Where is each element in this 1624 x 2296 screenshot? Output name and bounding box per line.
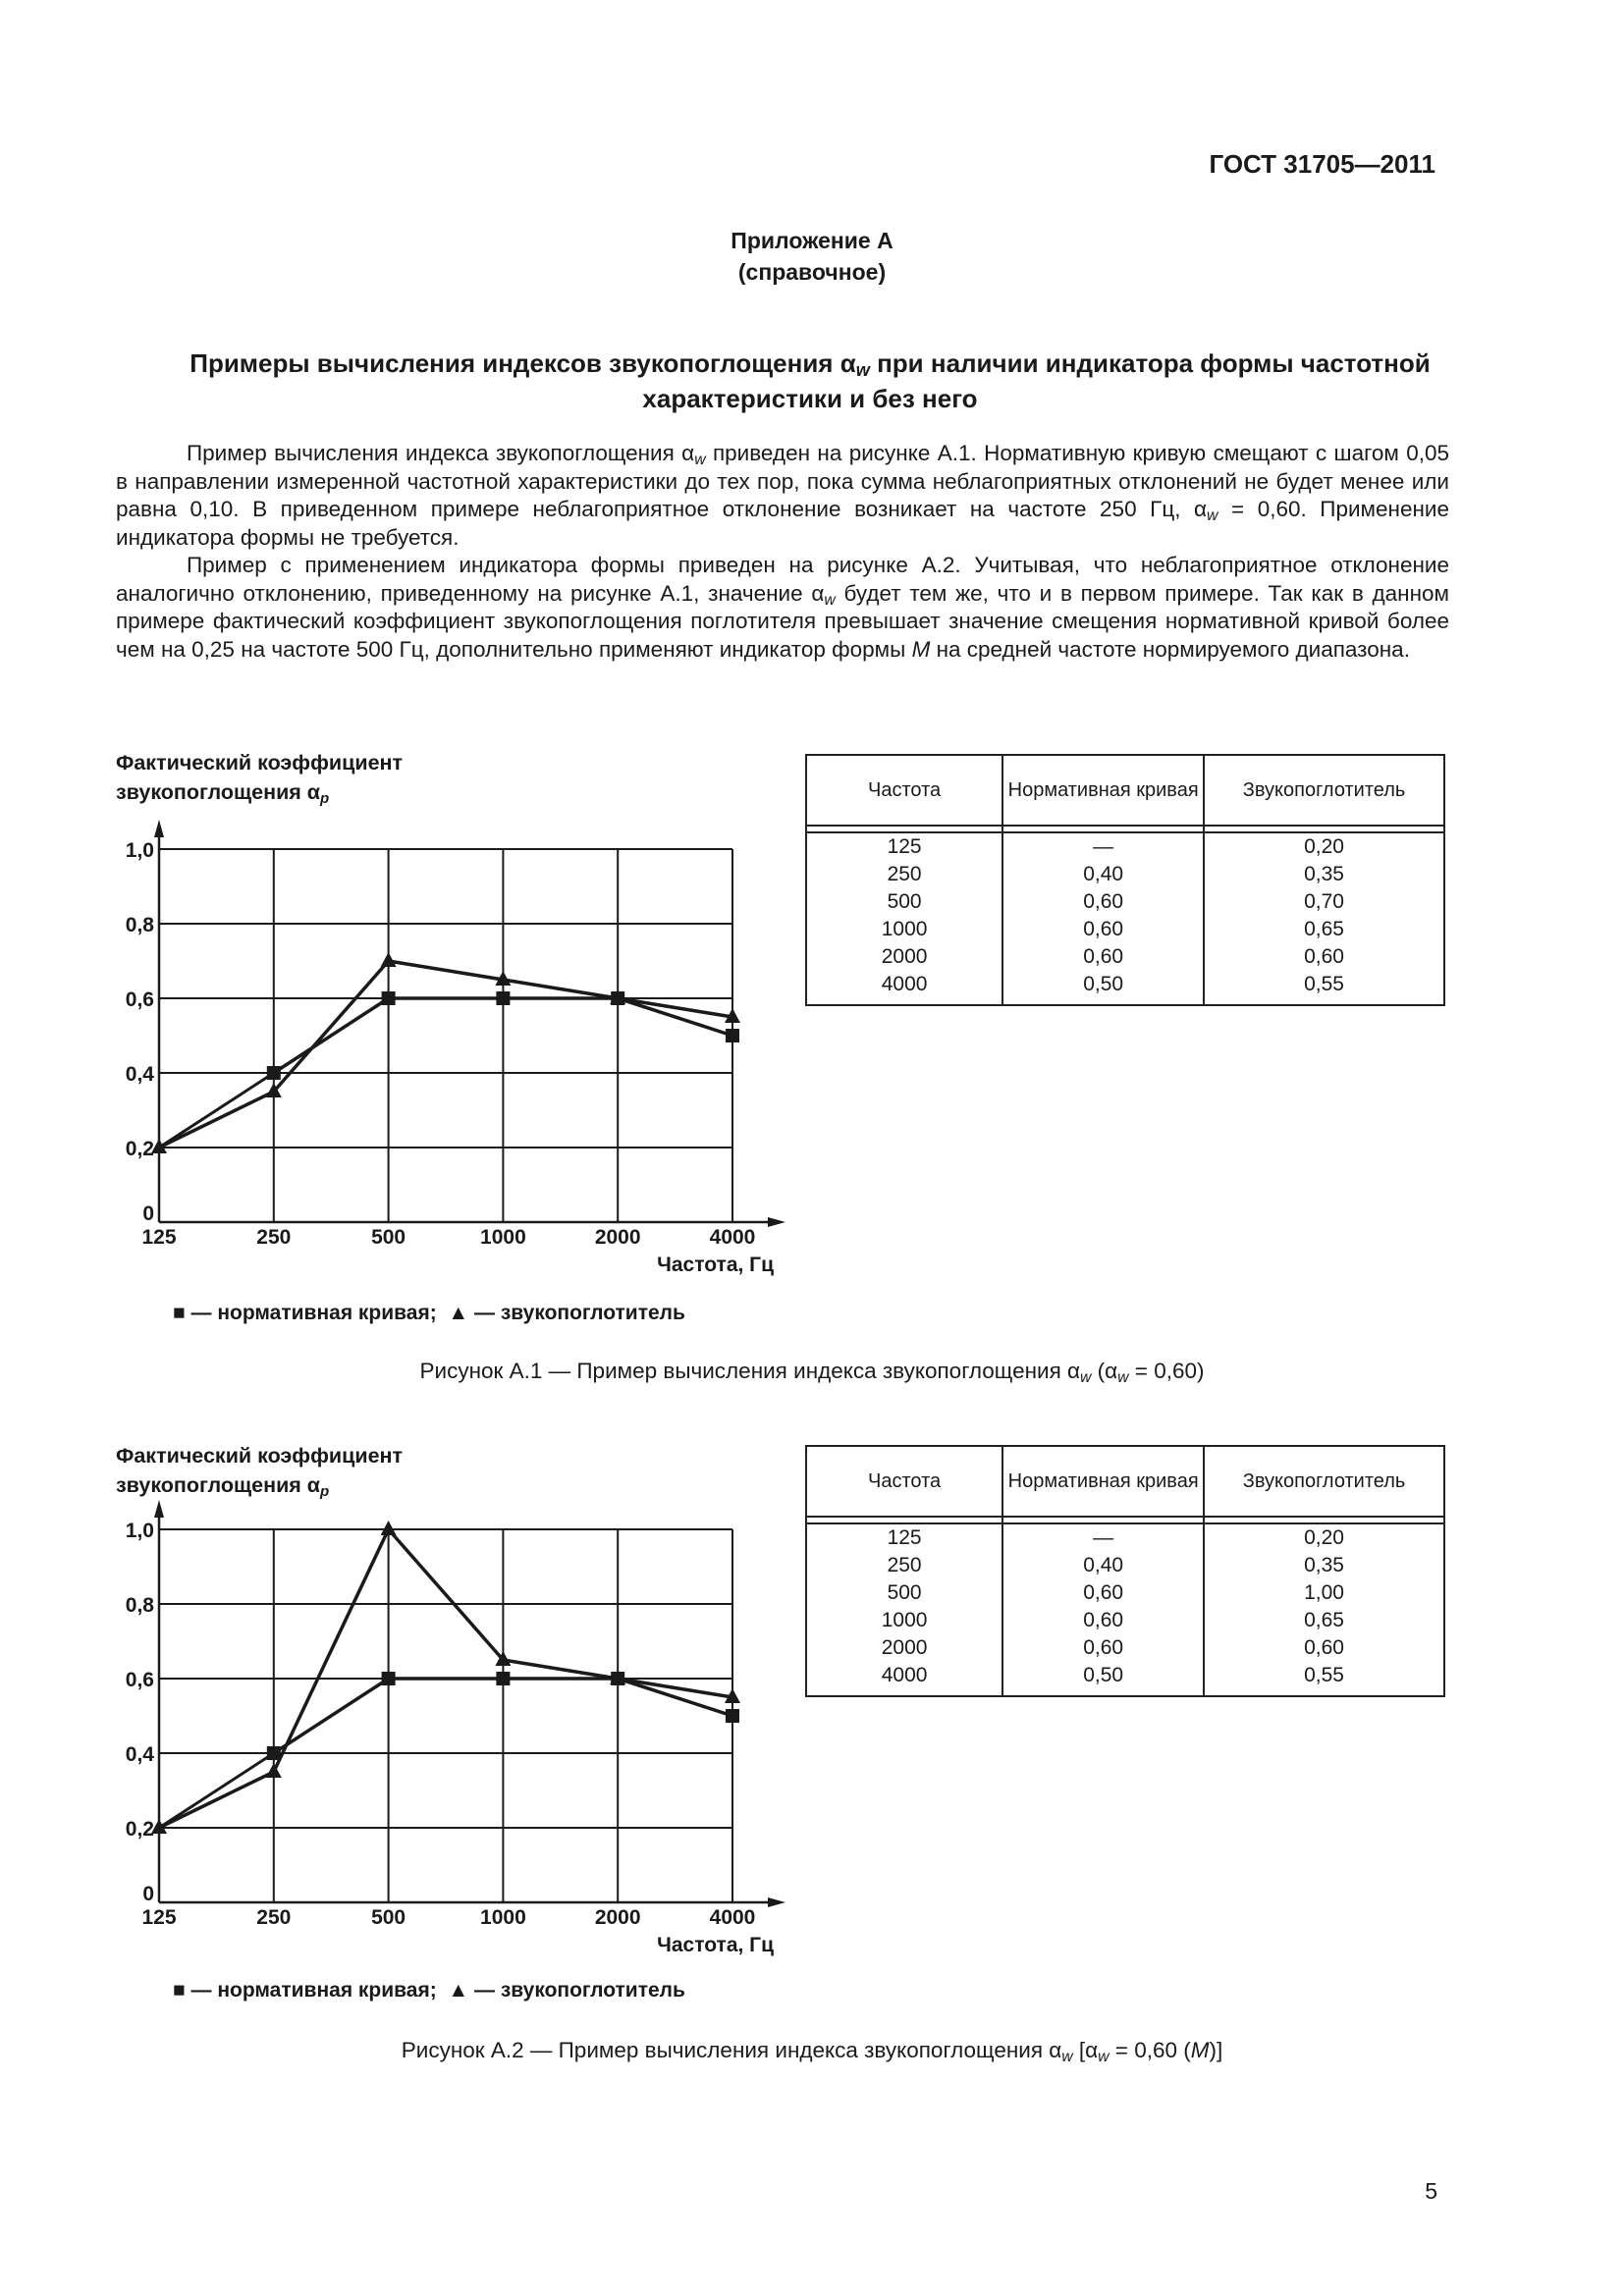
square-marker — [496, 1672, 510, 1685]
table-row: 125 — 0,20 — [806, 832, 1444, 861]
table-header: Частота — [806, 1446, 1002, 1517]
square-marker — [726, 1029, 739, 1042]
x-tick-label: 125 — [141, 1226, 177, 1249]
y-axis-arrow-icon — [154, 1500, 164, 1518]
figure-1-ylabel: Фактический коэффициент звукопоглощения $\alpha_p$ — [116, 751, 404, 807]
table-header: Нормативная кривая — [1002, 1446, 1204, 1517]
body-text — [116, 440, 1449, 664]
x-tick-label: 250 — [256, 1226, 292, 1249]
y-tick-label: 0,2 — [125, 1138, 154, 1160]
y-tick-label: 1,0 — [125, 1520, 154, 1542]
x-tick-label: 500 — [371, 1226, 406, 1249]
triangle-marker — [266, 1763, 282, 1778]
x-tick-label: 4000 — [709, 1226, 756, 1249]
y-tick-label: 0,8 — [125, 914, 154, 936]
table-header: Звукопоглотитель — [1204, 1446, 1444, 1517]
y-tick-label: 0 — [142, 1883, 154, 1905]
x-tick-label: 250 — [256, 1906, 292, 1929]
paragraph-2: Пример с применением индикатора формы приведен на рисунке А.2. Учитывая, что неблагоприятное отклонение аналогично отклонению, приведенному на рисунке А.1, значение $\alpha_w$ будет тем же, что и в первом примере. Так как в данном примере фактический коэффициент звукопоглощения поглотителя превышает значение смещения нормативной кривой более чем на 0,25 на частоте 500 Гц, дополнительно применяют индикатор формы M на средней частоте нормируемого диапазона. — [116, 553, 1449, 662]
table-row: 4000 0,50 0,55 — [806, 971, 1444, 1005]
x-axis-label: Частота, Гц — [657, 1254, 774, 1276]
x-axis-label: Частота, Гц — [657, 1934, 774, 1956]
x-tick-label: 1000 — [480, 1906, 526, 1929]
legend-triangle-icon: ▲ — [448, 1302, 469, 1324]
y-tick-label: 0,6 — [125, 988, 154, 1011]
table-header: Звукопоглотитель — [1204, 755, 1444, 826]
y-tick-label: 0,6 — [125, 1669, 154, 1691]
legend-square-icon: ■ — [173, 1302, 186, 1324]
y-tick-label: 0,2 — [125, 1818, 154, 1841]
y-tick-label: 0,4 — [125, 1743, 154, 1766]
paragraph-1: Пример вычисления индекса звукопоглощения $\alpha_w$ приведен на рисунке А.1. Нормативную кривую смещают с шагом 0,05 в направлении измеренной частотной характеристики до тех пор, пока сумма неблагоприятных отклонений не будет менее или равна 0,10. В приведенном примере неблагоприятное отклонение возникает на частоте 250 Гц, $\alpha_w = 0,60$. Применение индикатора формы не требуется. — [116, 441, 1449, 550]
figure-1-chart — [108, 805, 795, 1276]
figure-2-legend: ■ — нормативная кривая; ▲ — звукопоглотитель — [173, 1979, 685, 2002]
x-tick-label: 4000 — [709, 1906, 756, 1929]
x-axis-arrow-icon — [768, 1217, 785, 1227]
triangle-marker — [381, 1521, 397, 1535]
table-row: 4000 0,50 0,55 — [806, 1662, 1444, 1696]
figure-2-caption: Рисунок А.2 — Пример вычисления индекса звукопоглощения $\alpha_w$ [$\alpha_w = 0,60$ (M)] — [401, 2038, 1223, 2065]
table-row: 500 0,60 1,00 — [806, 1579, 1444, 1607]
legend-square-icon: ■ — [173, 1979, 186, 2002]
square-marker — [382, 1672, 396, 1685]
square-marker — [496, 991, 510, 1005]
series-line — [159, 961, 732, 1148]
y-tick-label: 1,0 — [125, 839, 154, 862]
y-tick-label: 0,4 — [125, 1063, 154, 1086]
section-title: Примеры вычисления индексов звукопоглощения $\alpha_w$ при наличии индикатора формы частотной характеристики и без него — [189, 348, 1431, 413]
page-number: 5 — [1425, 2178, 1437, 2204]
table-row: 125 — 0,20 — [806, 1523, 1444, 1552]
square-marker — [382, 991, 396, 1005]
table-row: 2000 0,60 0,60 — [806, 1634, 1444, 1662]
table-row: 250 0,40 0,35 — [806, 861, 1444, 888]
table-header: Частота — [806, 755, 1002, 826]
square-marker — [726, 1709, 739, 1723]
series-line-segment — [159, 1073, 274, 1148]
x-tick-label: 1000 — [480, 1226, 526, 1249]
square-marker — [267, 1066, 281, 1080]
table-1 — [805, 754, 1445, 1006]
figure-1-caption: Рисунок А.1 — Пример вычисления индекса звукопоглощения $\alpha_w$ $(\alpha_w = 0,60)$ — [419, 1359, 1205, 1386]
table-2 — [805, 1445, 1445, 1697]
table-row: 2000 0,60 0,60 — [806, 943, 1444, 971]
table-header: Нормативная кривая — [1002, 755, 1204, 826]
x-tick-label: 500 — [371, 1906, 406, 1929]
legend-triangle-icon: ▲ — [448, 1979, 469, 2002]
y-tick-label: 0 — [142, 1202, 154, 1225]
x-tick-label: 2000 — [594, 1906, 641, 1929]
triangle-marker — [381, 952, 397, 967]
table-row: 250 0,40 0,35 — [806, 1552, 1444, 1579]
appendix-subtitle: (справочное) — [737, 259, 887, 285]
figure-2-chart — [108, 1485, 795, 1956]
figure-2-ylabel: Фактический коэффициент звукопоглощения $\alpha_p$ — [116, 1444, 404, 1500]
x-tick-label: 2000 — [594, 1226, 641, 1249]
table-row: 1000 0,60 0,65 — [806, 1607, 1444, 1634]
appendix-title: Приложение А — [731, 228, 893, 253]
table-row: 1000 0,60 0,65 — [806, 916, 1444, 943]
standard-number: ГОСТ 31705—2011 — [1209, 149, 1435, 179]
y-tick-label: 0,8 — [125, 1594, 154, 1617]
x-tick-label: 125 — [141, 1906, 177, 1929]
series-line-segment — [159, 1753, 274, 1828]
x-axis-arrow-icon — [768, 1897, 785, 1907]
table-row: 500 0,60 0,70 — [806, 888, 1444, 916]
figure-1-legend: ■ — нормативная кривая; ▲ — звукопоглотитель — [173, 1302, 685, 1324]
y-axis-arrow-icon — [154, 820, 164, 837]
